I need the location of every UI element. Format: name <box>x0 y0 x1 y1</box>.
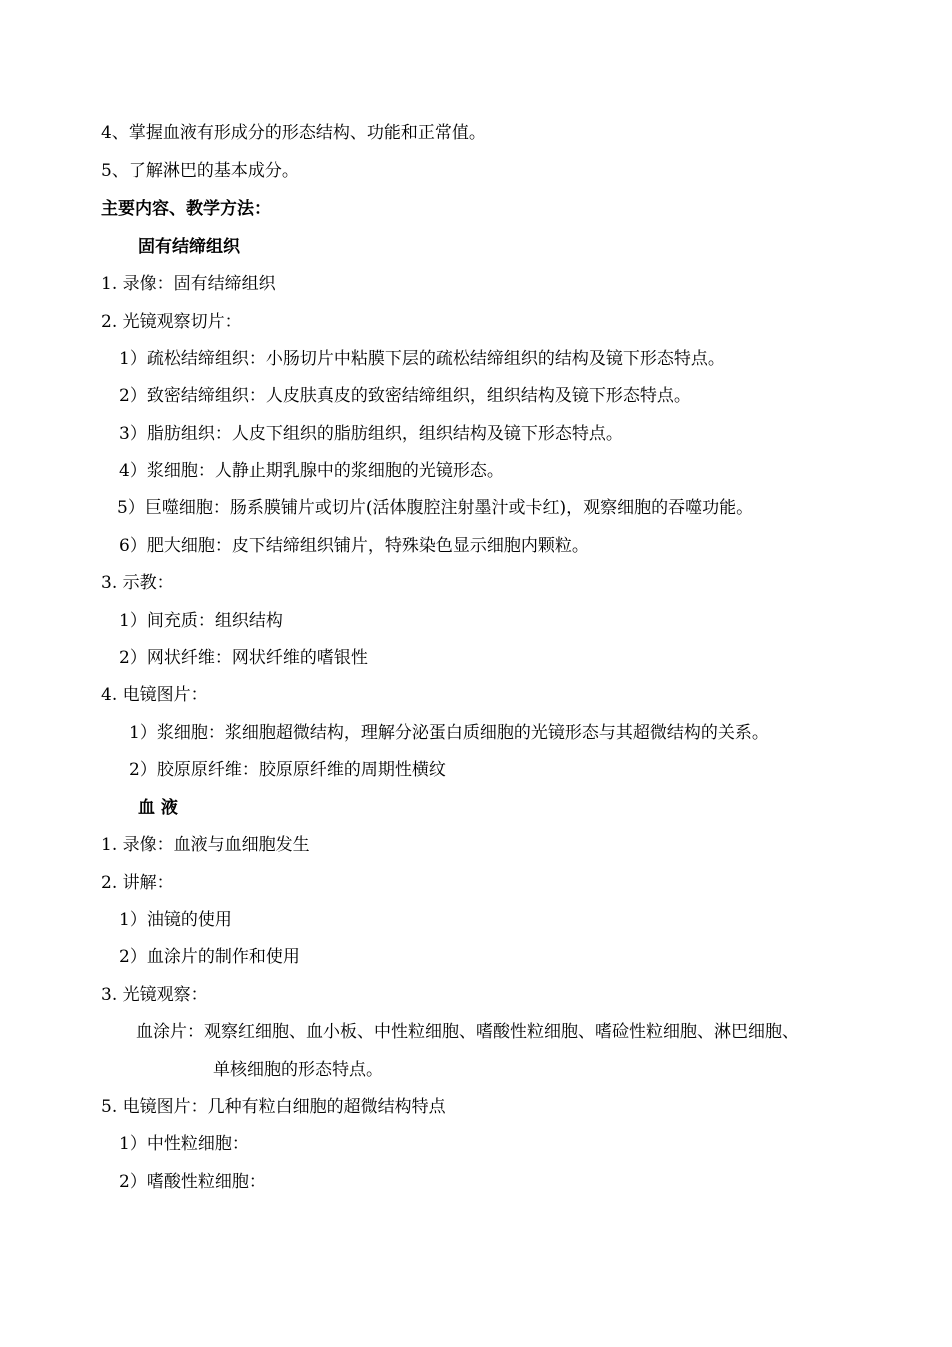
section-heading: 主要内容、教学方法： <box>101 199 271 219</box>
list-subitem: 2）致密结缔组织：人皮肤真皮的致密结缔组织，组织结构及镜下形态特点。 <box>119 386 691 406</box>
objective-5: 5、了解淋巴的基本成分。 <box>101 161 299 181</box>
blood-smear-text: 血涂片：观察红细胞、血小板、中性粒细胞、嗜酸性粒细胞、嗜硷性粒细胞、淋巴细胞、 <box>136 1022 799 1042</box>
list-subitem: 5）巨噬细胞：肠系膜铺片或切片(活体腹腔注射墨汁或卡红)，观察细胞的吞噬功能。 <box>117 498 754 518</box>
list-item: 1. 录像：血液与血细胞发生 <box>101 835 310 855</box>
list-subitem: 2）嗜酸性粒细胞： <box>119 1172 266 1192</box>
list-subitem: 2）血涂片的制作和使用 <box>119 947 300 967</box>
list-subitem: 1）中性粒细胞： <box>119 1134 249 1154</box>
blood-smear-text-continued: 单核细胞的形态特点。 <box>213 1060 383 1080</box>
list-item: 1. 录像：固有结缔组织 <box>101 274 276 294</box>
list-item: 4. 电镜图片： <box>101 685 208 705</box>
list-subitem: 6）肥大细胞：皮下结缔组织铺片，特殊染色显示细胞内颗粒。 <box>119 536 589 556</box>
list-subitem: 1）间充质：组织结构 <box>119 611 283 631</box>
list-item: 2. 讲解： <box>101 873 174 893</box>
list-subitem: 4）浆细胞：人静止期乳腺中的浆细胞的光镜形态。 <box>119 461 504 481</box>
list-subitem: 1）疏松结缔组织：小肠切片中粘膜下层的疏松结缔组织的结构及镜下形态特点。 <box>119 349 725 369</box>
subheading-blood: 血 液 <box>138 798 178 818</box>
list-subitem: 3）脂肪组织：人皮下组织的脂肪组织，组织结构及镜下形态特点。 <box>119 424 623 444</box>
list-item: 2. 光镜观察切片： <box>101 312 242 332</box>
list-subitem: 1）油镜的使用 <box>119 910 232 930</box>
list-item: 3. 光镜观察： <box>101 985 208 1005</box>
list-item: 3. 示教： <box>101 573 174 593</box>
list-subitem: 2）网状纤维：网状纤维的嗜银性 <box>119 648 368 668</box>
list-item: 5. 电镜图片：几种有粒白细胞的超微结构特点 <box>101 1097 446 1117</box>
list-subitem: 1）浆细胞：浆细胞超微结构，理解分泌蛋白质细胞的光镜形态与其超微结构的关系。 <box>129 723 769 743</box>
list-subitem: 2）胶原原纤维：胶原原纤维的周期性横纹 <box>129 760 446 780</box>
objective-4: 4、掌握血液有形成分的形态结构、功能和正常值。 <box>101 123 486 143</box>
subheading-connective-tissue: 固有结缔组织 <box>138 237 240 257</box>
